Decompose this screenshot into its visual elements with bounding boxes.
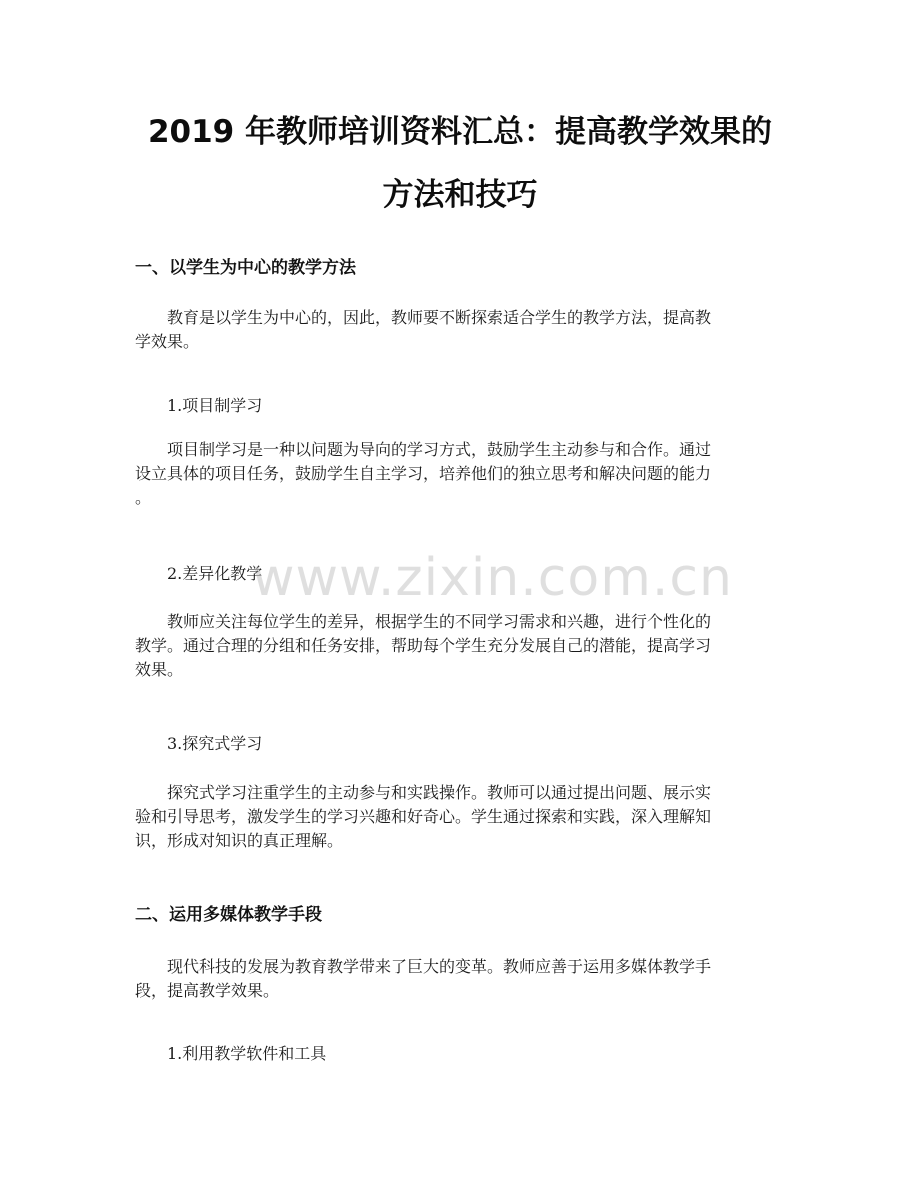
paragraph-line: 项目制学习是一种以问题为导向的学习方式，鼓励学生主动参与和合作。通过 [135, 440, 712, 459]
document-title-line1: 2019 年教师培训资料汇总：提高教学效果的 [147, 114, 773, 150]
watermark: www.zixin.com.cn [252, 548, 733, 608]
paragraph-line: 效果。 [135, 660, 184, 679]
section1-item3-title: 3.探究式学习 [167, 734, 263, 753]
paragraph-line: 。 [135, 488, 152, 507]
section2-heading: 二、运用多媒体教学手段 [135, 905, 322, 925]
paragraph-line: 探究式学习注重学生的主动参与和实践操作。教师可以通过提出问题、展示实 [135, 783, 712, 802]
paragraph-line: 教育是以学生为中心的，因此，教师要不断探索适合学生的教学方法，提高教 [135, 308, 712, 327]
paragraph-line: 识，形成对知识的真正理解。 [135, 831, 344, 850]
paragraph-line: 验和引导思考，激发学生的学习兴趣和好奇心。学生通过探索和实践，深入理解知 [135, 807, 712, 826]
paragraph-line: 现代科技的发展为教育教学带来了巨大的变革。教师应善于运用多媒体教学手 [135, 957, 712, 976]
document-title-line2: 方法和技巧 [382, 177, 538, 213]
paragraph-line: 设立具体的项目任务，鼓励学生自主学习，培养他们的独立思考和解决问题的能力 [135, 464, 712, 483]
section1-item2-body [135, 610, 785, 682]
section1-item1-body [135, 438, 785, 510]
section1-item2-title: 2.差异化教学 [167, 564, 263, 583]
paragraph-line: 教学。通过合理的分组和任务安排，帮助每个学生充分发展自己的潜能，提高学习 [135, 636, 712, 655]
section1-item1-title: 1.项目制学习 [167, 396, 263, 415]
paragraph-line: 学效果。 [135, 332, 200, 351]
paragraph-line: 教师应关注每位学生的差异，根据学生的不同学习需求和兴趣，进行个性化的 [135, 612, 712, 631]
section1-item3-body [135, 781, 785, 853]
section1-intro [135, 306, 785, 354]
section2-item1-title: 1.利用教学软件和工具 [167, 1044, 327, 1063]
section2-intro [135, 955, 785, 1003]
paragraph-line: 段，提高教学效果。 [135, 981, 280, 1000]
section1-heading: 一、以学生为中心的教学方法 [135, 258, 356, 278]
